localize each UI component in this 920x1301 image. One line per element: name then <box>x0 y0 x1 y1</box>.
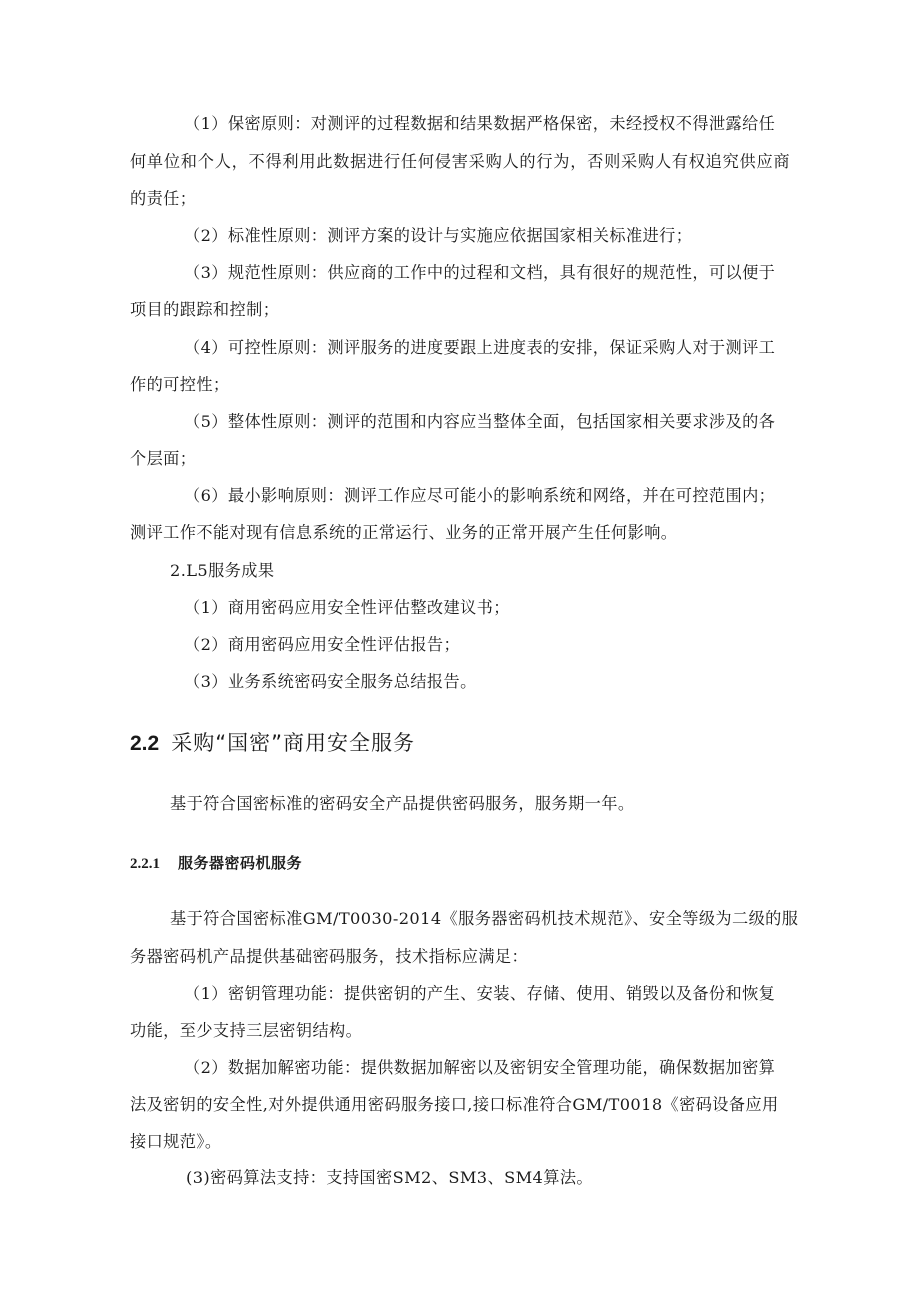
result-item-3: （3）业务系统密码安全服务总结报告。 <box>184 672 477 691</box>
tech-item-3-line-1: (3)密码算法支持：支持国密SM2、SM3、SM4算法。 <box>186 1168 594 1187</box>
section-2-2-title: 采购“国密”商用安全服务 <box>171 731 415 755</box>
section-2-2-1-intro-line-2: 务器密码机产品提供基础密码服务，技术指标应满足： <box>130 947 529 966</box>
result-item-1: （1）商用密码应用安全性评估整改建议书； <box>184 598 510 617</box>
tech-item-1-line-1: （1）密钥管理功能：提供密钥的产生、安装、存储、使用、销毁以及备份和恢复 <box>184 984 776 1003</box>
principle-1-line-2: 何单位和个人，不得利用此数据进行任何侵害采购人的行为，否则采购人有权追究供应商 <box>130 152 790 171</box>
principle-4-line-2: 作的可控性； <box>130 375 230 394</box>
principle-1-line-1: （1）保密原则：对测评的过程数据和结果数据严格保密，未经授权不得泄露给任 <box>184 114 776 133</box>
section-2-2-heading <box>130 729 415 758</box>
tech-item-2-line-1: （2）数据加解密功能：提供数据加解密以及密钥安全管理功能，确保数据加密算 <box>184 1058 776 1077</box>
principle-2-line-1: （2）标准性原则：测评方案的设计与实施应依据国家相关标准进行； <box>184 226 693 245</box>
results-title: 2.L5服务成果 <box>170 561 275 580</box>
principle-6-line-2: 测评工作不能对现有信息系统的正常运行、业务的正常开展产生任何影响。 <box>130 523 678 542</box>
principle-1-line-3: 的责任； <box>130 189 197 208</box>
tech-item-1-line-2: 功能，至少支持三层密钥结构。 <box>130 1021 363 1040</box>
section-2-2-number: 2.2 <box>130 732 160 755</box>
principle-3-line-1: （3）规范性原则：供应商的工作中的过程和文档，具有很好的规范性，可以便于 <box>184 263 776 282</box>
principle-5-line-2: 个层面； <box>130 449 197 468</box>
result-item-2: （2）商用密码应用安全性评估报告； <box>184 635 461 654</box>
section-2-2-1-heading <box>130 853 302 874</box>
principle-5-line-1: （5）整体性原则：测评的范围和内容应当整体全面，包括国家相关要求涉及的各 <box>184 412 776 431</box>
tech-item-2-line-3: 接口规范》。 <box>130 1132 222 1151</box>
principle-3-line-2: 项目的跟踪和控制； <box>130 300 280 319</box>
principle-6-line-1: （6）最小影响原则：测评工作应尽可能小的影响系统和网络，并在可控范围内； <box>184 486 776 505</box>
principle-4-line-1: （4）可控性原则：测评服务的进度要跟上进度表的安排，保证采购人对于测评工 <box>184 338 776 357</box>
section-2-2-intro: 基于符合国密标准的密码安全产品提供密码服务，服务期一年。 <box>170 794 635 813</box>
tech-item-2-line-2: 法及密钥的安全性,对外提供通用密码服务接口,接口标准符合GM/T0018《密码设备应用 <box>130 1095 779 1114</box>
section-2-2-1-title: 服务器密码机服务 <box>178 854 303 872</box>
section-2-2-1-number: 2.2.1 <box>130 856 160 872</box>
section-2-2-1-intro-line-1: 基于符合国密标准GM/T0030-2014《服务器密码机技术规范》、安全等级为二级的服 <box>170 909 799 928</box>
